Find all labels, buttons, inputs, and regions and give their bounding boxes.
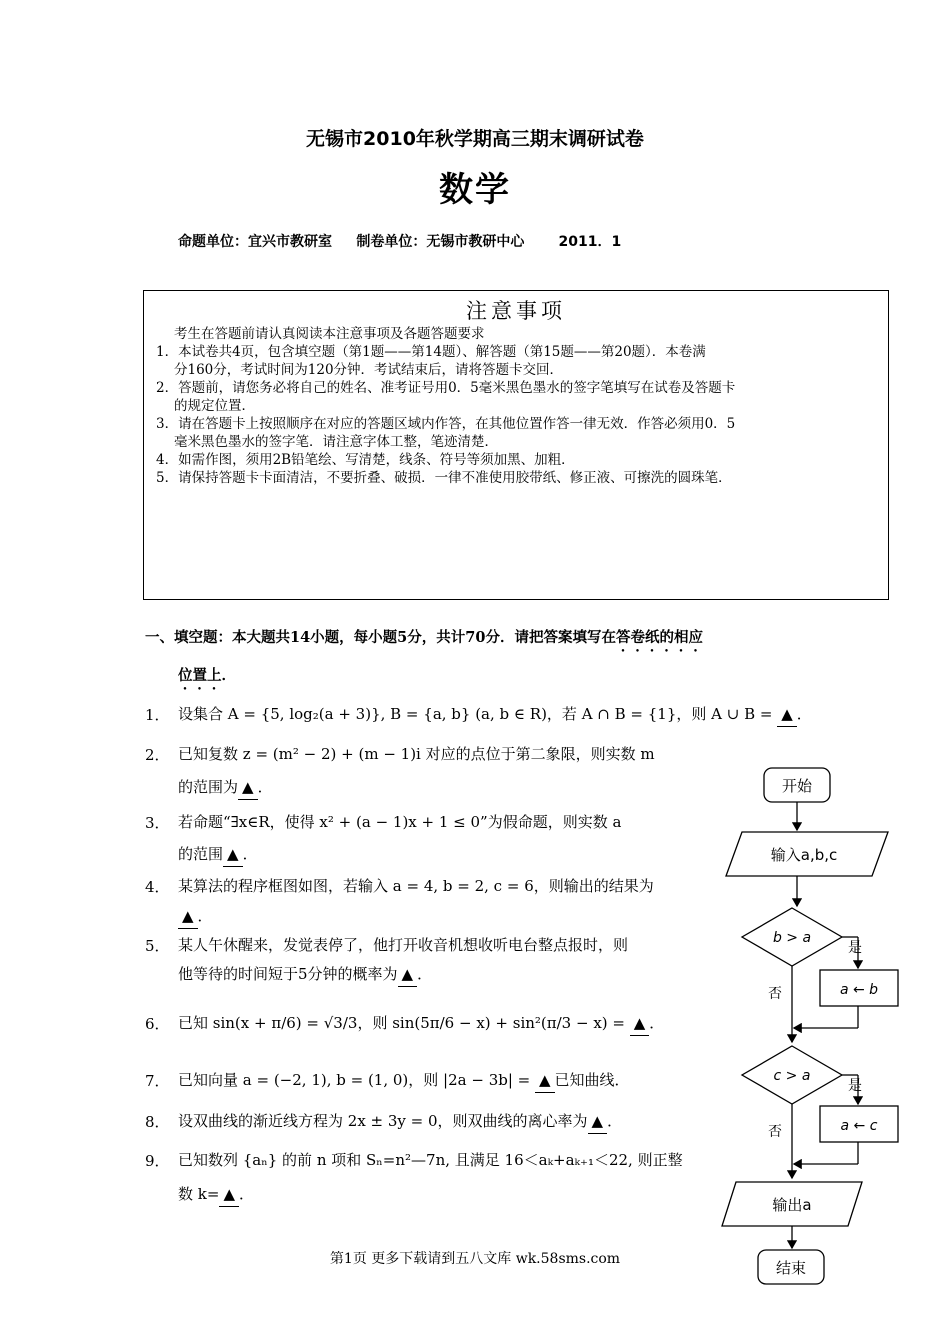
question-1: 设集合 A = {5, log₂(a + 3)}, B = {a, b} (a, b ∈ R)，若 A ∩ B = {1}，则 A ∪ B = ▲ ． [178, 702, 812, 727]
question-7: 已知向量 a = (−2, 1), b = (1, 0)，则 |2a − 3b| = ▲ 已知曲线． [178, 1068, 630, 1093]
notice-line: 3．请在答题卡上按照顺序在对应的答题区域内作答，在其他位置作答一律无效．作答必须用0．5 [156, 416, 736, 432]
exam-title: 无锡市2010年秋学期高三期末调研试卷 [306, 128, 644, 150]
answer-blank: ▲ [777, 702, 797, 727]
flow-output-label: 输出a [772, 1196, 812, 1214]
question-4-line2: ▲ ． [178, 904, 213, 929]
flow-input-label: 输入a,b,c [770, 846, 838, 864]
answer-blank: ▲ [178, 904, 198, 929]
question-4: 某算法的程序框图如图，若输入 a = 4, b = 2, c = 6，则输出的结果为 [178, 877, 654, 895]
flow-end-label: 结束 [775, 1259, 807, 1277]
notice-title: 注意事项 [466, 299, 566, 323]
flow-yes-label: 是 [848, 1078, 862, 1094]
question-number: 7． [145, 1072, 170, 1090]
notice-line: 2．答题前，请您务必将自己的姓名、准考证号用0．5毫米黑色墨水的签字笔填写在试卷及答题卡 [156, 380, 736, 396]
question-5-line2: 他等待的时间短于5分钟的概率为 ▲ ． [178, 962, 432, 987]
question-2: 已知复数 z = (m² − 2) + (m − 1)i 对应的点位于第二象限，则实数 m [178, 745, 655, 763]
question-number: 6． [145, 1015, 170, 1033]
question-number: 5． [145, 937, 170, 955]
flow-assign1-label: a ← b [839, 982, 879, 998]
flowchart [700, 760, 920, 1300]
notice-line: 5．请保持答题卡卡面清洁，不要折叠、破损．一律不准使用胶带纸、修正液、可擦洗的圆珠笔． [156, 470, 732, 486]
answer-blank: ▲ [238, 775, 258, 800]
answer-blank: ▲ [535, 1068, 555, 1093]
answer-blank: ▲ [223, 842, 243, 867]
notice-line: 1．本试卷共4页，包含填空题（第1题——第14题）、解答题（第15题——第20题）．本卷满 [156, 344, 706, 360]
flow-start-label: 开始 [781, 777, 813, 795]
exam-subject: 数学 [439, 170, 511, 210]
answer-blank: ▲ [588, 1109, 608, 1134]
answer-blank: ▲ [398, 962, 418, 987]
flow-assign2-label: a ← c [840, 1118, 878, 1134]
flow-no-label: 否 [768, 986, 782, 1002]
page-footer: 第1页 更多下载请到五八文库 wk.58sms.com [329, 1251, 621, 1267]
question-5: 某人午休醒来，发觉表停了，他打开收音机想收听电台整点报时，则 [178, 936, 629, 954]
flow-yes-label: 是 [848, 940, 862, 956]
flow-cond2-label: c > a [773, 1068, 811, 1084]
question-8: 设双曲线的渐近线方程为 2x ± 3y = 0，则双曲线的离心率为 ▲ ． [178, 1109, 622, 1134]
question-3-line2: 的范围 ▲ ． [178, 842, 258, 867]
question-number: 8． [145, 1113, 170, 1131]
notice-line: 的规定位置． [174, 398, 255, 414]
section-heading-cont: 位置上． [178, 667, 236, 684]
flow-no-label: 否 [768, 1124, 782, 1140]
notice-box [143, 290, 889, 600]
section-heading: 一、填空题：本大题共14小题，每小题5分，共计70分．请把答案填写在答卷纸的相应 [145, 629, 703, 646]
answer-blank: ▲ [219, 1182, 239, 1207]
question-3: 若命题“∃x∈R，使得 x² + (a − 1)x + 1 ≤ 0”为假命题，则实数 a [178, 813, 622, 831]
question-6: 已知 sin(x + π/6) = √3/3，则 sin(5π/6 − x) + sin²(π/3 − x) = ▲ ． [178, 1011, 664, 1036]
question-9-line2: 数 k= ▲ ． [178, 1182, 254, 1207]
notice-line: 考生在答题前请认真阅读本注意事项及各题答题要求 [174, 326, 485, 342]
answer-blank: ▲ [630, 1011, 650, 1036]
notice-line: 分160分，考试时间为120分钟．考试结束后，请将答题卡交回． [174, 362, 564, 378]
notice-line: 毫米黑色墨水的签字笔．请注意字体工整，笔迹清楚． [174, 434, 498, 450]
question-2-line2: 的范围为 ▲ ． [178, 775, 273, 800]
question-number: 2． [145, 746, 170, 764]
question-9: 已知数列 {aₙ} 的前 n 项和 Sₙ=n²—7n, 且满足 16＜aₖ+aₖ₊₁＜22, 则正整 [178, 1151, 683, 1169]
flow-cond1-label: b > a [772, 930, 812, 946]
notice-line: 4．如需作图，须用2B铅笔绘、写清楚，线条、符号等须加黑、加粗． [156, 452, 575, 468]
question-number: 4． [145, 878, 170, 896]
question-number: 3． [145, 814, 170, 832]
question-number: 9． [145, 1152, 170, 1170]
question-number: 1． [145, 706, 170, 724]
exam-meta: 命题单位：宜兴市教研室 制卷单位：无锡市教研中心 2011．1 [178, 234, 622, 250]
